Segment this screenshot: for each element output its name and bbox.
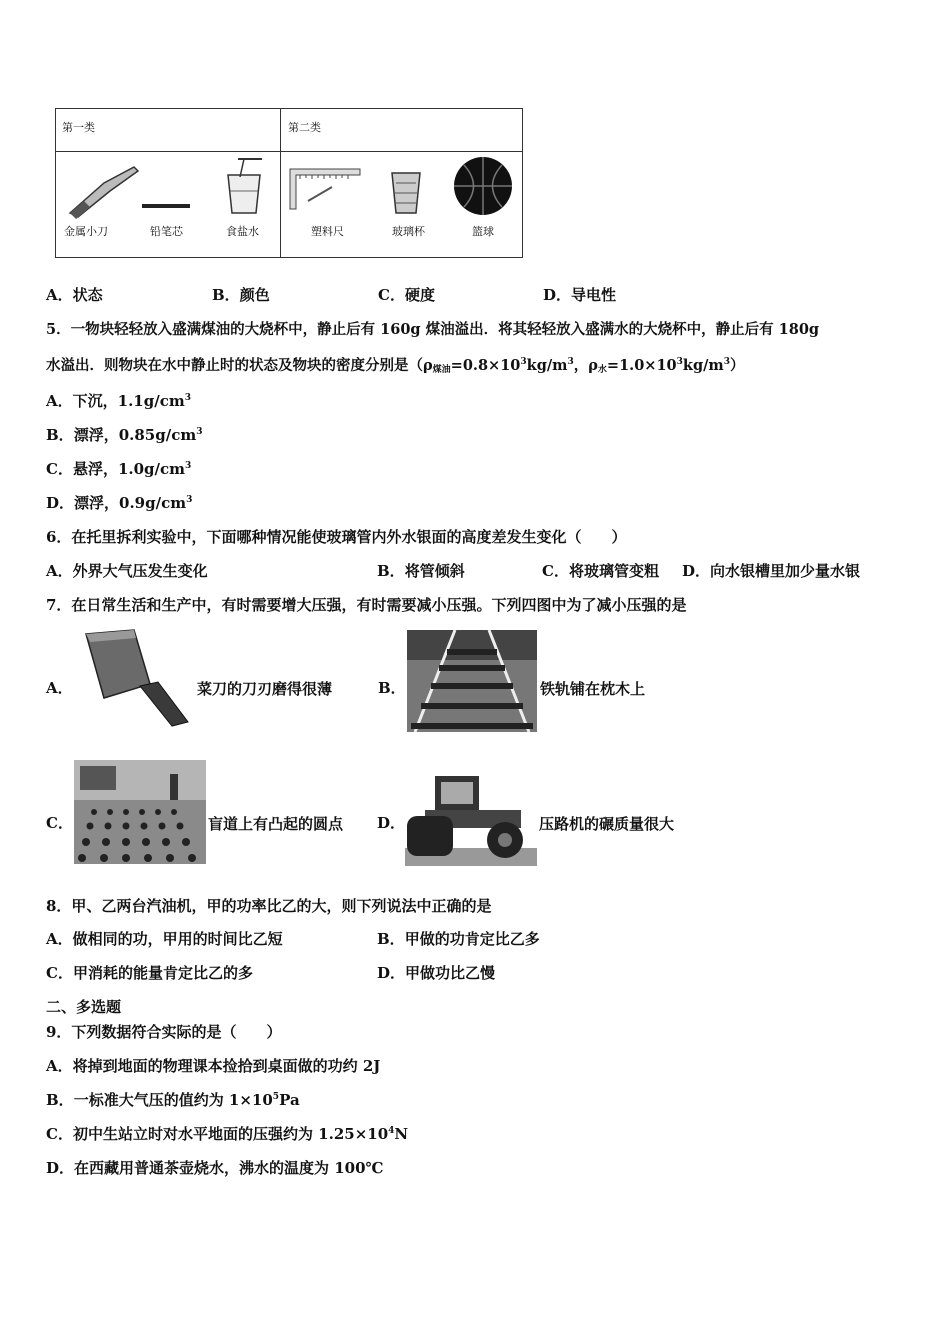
q9-option-b[interactable] bbox=[46, 1090, 300, 1110]
q5-option-a[interactable] bbox=[46, 391, 191, 411]
q5-text: =0.8×10 bbox=[450, 357, 521, 374]
q5-option-c[interactable] bbox=[46, 459, 191, 479]
q9-stem: 9．下列数据符合实际的是（ ） bbox=[46, 1023, 282, 1041]
option-text: N bbox=[394, 1125, 409, 1143]
option-letter: B． bbox=[46, 426, 74, 444]
q5-sup: 3 bbox=[520, 357, 527, 367]
q4-option-d[interactable] bbox=[543, 285, 616, 305]
q7-option-d-text: 压路机的碾质量很大 bbox=[539, 815, 675, 833]
option-letter: A． bbox=[46, 562, 73, 580]
basketball-image bbox=[452, 155, 514, 217]
option-letter: C． bbox=[46, 964, 73, 982]
option-letter: A． bbox=[46, 930, 73, 948]
option-text: 甲消耗的能量肯定比乙的多 bbox=[72, 964, 253, 982]
q5-sub: 水 bbox=[597, 365, 607, 375]
option-text: 初中生站立时对水平地面的压强约为 1.25×10 bbox=[72, 1125, 389, 1143]
option-text: 甲做功比乙慢 bbox=[405, 964, 496, 982]
option-text: 将掉到地面的物理课本捡拾到桌面做的功约 2J bbox=[72, 1057, 381, 1075]
option-letter: D． bbox=[543, 286, 572, 304]
q7-option-d-letter[interactable]: D． bbox=[377, 814, 406, 832]
group1-item: 铅笔芯 bbox=[150, 225, 183, 238]
q6-option-b[interactable] bbox=[377, 561, 465, 581]
option-letter: A． bbox=[46, 392, 73, 410]
section-title: 二、多选题 bbox=[46, 998, 122, 1016]
option-sup: 5 bbox=[272, 1092, 280, 1102]
q5-option-b[interactable] bbox=[46, 425, 202, 445]
salt-water-image bbox=[218, 157, 268, 219]
railway-image bbox=[407, 630, 537, 732]
option-text: 将管倾斜 bbox=[404, 562, 465, 580]
q5-text: kg/m bbox=[526, 357, 568, 374]
option-text: 硬度 bbox=[404, 286, 435, 304]
option-letter: D． bbox=[377, 964, 406, 982]
q4-option-b[interactable] bbox=[212, 285, 270, 305]
option-letter: D． bbox=[46, 1159, 75, 1177]
q8-option-c[interactable] bbox=[46, 963, 253, 983]
plastic-ruler-image bbox=[286, 165, 364, 213]
q5-text: kg/m bbox=[682, 357, 724, 374]
q5-stem-line1: 5．一物块轻轻放入盛满煤油的大烧杯中，静止后有 160g 煤油溢出．将其轻轻放入盛满水的大烧杯中，静止后有 180g bbox=[46, 321, 820, 338]
option-letter: D． bbox=[46, 494, 75, 512]
option-text: 在西藏用普通茶壶烧水，沸水的温度为 100℃ bbox=[74, 1159, 384, 1177]
q5-stem-line2 bbox=[46, 356, 745, 376]
q5-sup: 3 bbox=[676, 357, 683, 367]
q7-option-c-letter[interactable]: C． bbox=[46, 814, 73, 832]
option-sup: 3 bbox=[184, 393, 191, 403]
option-text: 做相同的功，甲用的时间比乙短 bbox=[72, 930, 283, 948]
option-letter: C． bbox=[542, 562, 569, 580]
option-text: 导电性 bbox=[571, 286, 617, 304]
group2-item: 玻璃杯 bbox=[392, 225, 425, 238]
q7-stem: 7．在日常生活和生产中，有时需要增大压强，有时需要减小压强。下列四图中为了减小压强的是 bbox=[46, 596, 687, 614]
q9-option-a[interactable] bbox=[46, 1056, 380, 1076]
q5-text: 水溢出．则物块在水中静止时的状态及物块的密度分别是（ρ bbox=[46, 357, 433, 374]
q5-text: ） bbox=[730, 357, 745, 374]
knife-image bbox=[64, 161, 140, 219]
q7-option-c-text: 盲道上有凸起的圆点 bbox=[208, 815, 344, 833]
group1-item: 食盐水 bbox=[226, 225, 259, 238]
q5-sup: 3 bbox=[567, 357, 574, 367]
q5-text: =1.0×10 bbox=[606, 357, 677, 374]
option-letter: C． bbox=[46, 460, 73, 478]
option-letter: D． bbox=[682, 562, 711, 580]
q6-stem: 6．在托里拆利实验中，下面哪种情况能使玻璃管内外水银面的高度差发生变化（ ） bbox=[46, 528, 627, 546]
classification-table bbox=[55, 108, 523, 258]
option-text: 一标准大气压的值约为 1×10 bbox=[73, 1091, 273, 1109]
option-letter: B． bbox=[377, 930, 405, 948]
option-letter: C． bbox=[378, 286, 405, 304]
option-text: 向水银槽里加少量水银 bbox=[710, 562, 861, 580]
q7-option-a-letter[interactable]: A． bbox=[46, 679, 73, 697]
option-text: 漂浮，0.9g/cm bbox=[74, 494, 187, 512]
option-sup: 3 bbox=[196, 427, 203, 437]
option-letter: B． bbox=[46, 1091, 74, 1109]
pencil-lead-image bbox=[142, 201, 192, 211]
group1-item: 金属小刀 bbox=[64, 225, 108, 238]
option-sup: 3 bbox=[185, 461, 192, 471]
q6-option-d[interactable] bbox=[682, 561, 860, 581]
q6-option-c[interactable] bbox=[542, 561, 659, 581]
glass-cup-image bbox=[386, 169, 426, 217]
option-text: 甲做的功肯定比乙多 bbox=[404, 930, 540, 948]
q6-option-a[interactable] bbox=[46, 561, 208, 581]
group2-item: 塑料尺 bbox=[311, 225, 344, 238]
q8-option-d[interactable] bbox=[377, 963, 495, 983]
q5-sup: 3 bbox=[723, 357, 730, 367]
q5-option-d[interactable] bbox=[46, 493, 192, 513]
group1-title: 第一类 bbox=[62, 121, 95, 134]
table-divider bbox=[280, 109, 281, 257]
option-text: 颜色 bbox=[239, 286, 270, 304]
option-letter: C． bbox=[46, 1125, 73, 1143]
q8-option-a[interactable] bbox=[46, 929, 283, 949]
option-text: 状态 bbox=[72, 286, 103, 304]
option-letter: A． bbox=[46, 286, 73, 304]
option-text: 漂浮，0.85g/cm bbox=[73, 426, 197, 444]
option-text: 将玻璃管变粗 bbox=[568, 562, 659, 580]
tactile-paving-image bbox=[74, 760, 206, 864]
option-sup: 4 bbox=[388, 1126, 395, 1136]
cleaver-image bbox=[78, 628, 194, 728]
group2-item: 篮球 bbox=[472, 225, 494, 238]
q5-sub: 煤油 bbox=[432, 365, 451, 375]
option-text: 外界大气压发生变化 bbox=[72, 562, 208, 580]
group2-title: 第二类 bbox=[288, 121, 321, 134]
option-text: 下沉，1.1g/cm bbox=[72, 392, 185, 410]
q9-option-d[interactable] bbox=[46, 1158, 384, 1178]
road-roller-image bbox=[405, 768, 537, 866]
option-letter: B． bbox=[377, 562, 405, 580]
q7-option-b-letter[interactable]: B． bbox=[378, 679, 406, 697]
q4-option-c[interactable] bbox=[378, 285, 435, 305]
q8-option-b[interactable] bbox=[377, 929, 540, 949]
q8-stem: 8．甲、乙两台汽油机，甲的功率比乙的大，则下列说法中正确的是 bbox=[46, 897, 492, 915]
q4-option-a[interactable] bbox=[46, 285, 103, 305]
option-text: Pa bbox=[279, 1091, 300, 1109]
option-letter: A． bbox=[46, 1057, 73, 1075]
table-divider bbox=[56, 151, 522, 152]
option-text: 悬浮，1.0g/cm bbox=[72, 460, 186, 478]
q9-option-c[interactable] bbox=[46, 1124, 408, 1144]
q5-text: ，ρ bbox=[573, 357, 598, 374]
q7-option-b-text: 铁轨铺在枕木上 bbox=[540, 680, 646, 698]
option-letter: B． bbox=[212, 286, 240, 304]
q7-option-a-text: 菜刀的刀刃磨得很薄 bbox=[197, 680, 333, 698]
option-sup: 3 bbox=[186, 495, 193, 505]
